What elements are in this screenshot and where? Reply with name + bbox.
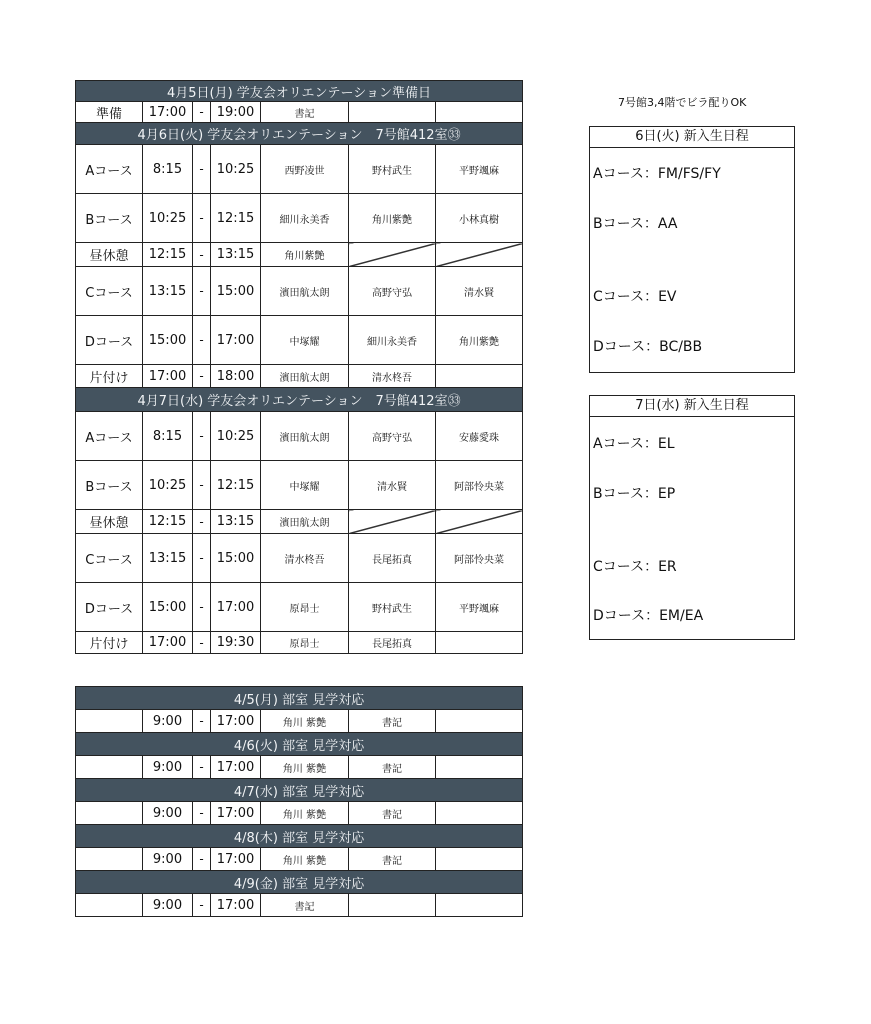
assignee-1: 濱田航太朗 [261, 365, 349, 388]
row-label: 昼休憩 [76, 510, 143, 534]
time-separator: - [193, 102, 211, 123]
schedule-row [76, 194, 523, 243]
end-time: 17:00 [211, 316, 261, 365]
assignee-2: 細川永美香 [349, 316, 436, 365]
start-time: 8:15 [143, 145, 193, 194]
start-time: 13:15 [143, 534, 193, 583]
end-time: 17:00 [211, 756, 261, 779]
end-time: 19:00 [211, 102, 261, 123]
schedule-day7-course-a: Aコース：EL [593, 436, 675, 452]
row-label: Cコース [76, 267, 143, 316]
end-time: 17:00 [211, 894, 261, 917]
start-time: 9:00 [143, 894, 193, 917]
schedule-day7-course-b: Bコース：EP [593, 486, 676, 502]
time-separator: - [193, 632, 211, 654]
time-separator: - [193, 848, 211, 871]
time-separator: - [193, 243, 211, 267]
assignee-3: 安藤愛珠 [436, 412, 523, 461]
row-label: Cコース [76, 534, 143, 583]
assignee-1: 原昂士 [261, 632, 349, 654]
assignee-3 [436, 243, 523, 267]
end-time: 12:15 [211, 461, 261, 510]
clubroom-row [76, 710, 523, 733]
day5-header [76, 81, 523, 102]
end-time: 17:00 [211, 583, 261, 632]
assignee-2: 書記 [349, 756, 436, 779]
assignee-3 [436, 632, 523, 654]
start-time: 15:00 [143, 316, 193, 365]
start-time: 12:15 [143, 243, 193, 267]
assignee-3 [436, 756, 523, 779]
assignee-2: 高野守弘 [349, 267, 436, 316]
assignee-3 [436, 365, 523, 388]
end-time: 17:00 [211, 710, 261, 733]
schedule-row [76, 102, 523, 123]
schedule-row [76, 243, 523, 267]
row-label: Dコース [76, 316, 143, 365]
assignee-1: 清水柊吾 [261, 534, 349, 583]
assignee-1: 書記 [261, 102, 349, 123]
time-separator: - [193, 365, 211, 388]
assignee-3: 角川紫艶 [436, 316, 523, 365]
assignee-2 [349, 102, 436, 123]
assignee-3: 阿部怜央菜 [436, 534, 523, 583]
clubroom-day-header [76, 687, 523, 710]
time-separator: - [193, 316, 211, 365]
clubroom-day-header-title: 4/9(金) 部室 見学対応 [76, 871, 523, 894]
assignee-1: 角川紫艶 [261, 243, 349, 267]
end-time: 15:00 [211, 534, 261, 583]
clubroom-row [76, 848, 523, 871]
clubroom-day-header-title: 4/5(月) 部室 見学対応 [76, 687, 523, 710]
assignee-1: 角川 紫艶 [261, 710, 349, 733]
start-time: 17:00 [143, 365, 193, 388]
assignee-1: 濱田航太朗 [261, 412, 349, 461]
start-time: 9:00 [143, 710, 193, 733]
assignee-3: 阿部怜央菜 [436, 461, 523, 510]
time-separator: - [193, 534, 211, 583]
orientation-schedule-table [75, 80, 523, 654]
clubroom-day-header-title: 4/7(水) 部室 見学対応 [76, 779, 523, 802]
assignee-3: 平野颯麻 [436, 145, 523, 194]
assignee-3 [436, 802, 523, 825]
start-time: 9:00 [143, 848, 193, 871]
end-time: 19:30 [211, 632, 261, 654]
schedule-day6-course-c: Cコース：EV [593, 289, 677, 305]
row-label: Dコース [76, 583, 143, 632]
row-label: 片付け [76, 365, 143, 388]
start-time: 15:00 [143, 583, 193, 632]
assignee-2: 野村武生 [349, 145, 436, 194]
clubroom-row [76, 894, 523, 917]
assignee-1: 中塚耀 [261, 461, 349, 510]
assignee-2 [349, 243, 436, 267]
schedule-day7-course-c: Cコース：ER [593, 559, 677, 575]
row-label [76, 756, 143, 779]
assignee-1: 書記 [261, 894, 349, 917]
assignee-2: 清水柊吾 [349, 365, 436, 388]
assignee-3 [436, 710, 523, 733]
schedule-row [76, 316, 523, 365]
end-time: 17:00 [211, 802, 261, 825]
end-time: 18:00 [211, 365, 261, 388]
schedule-row [76, 632, 523, 654]
assignee-3 [436, 848, 523, 871]
row-label: Aコース [76, 145, 143, 194]
clubroom-day-header [76, 733, 523, 756]
start-time: 17:00 [143, 632, 193, 654]
assignee-1: 濱田航太朗 [261, 267, 349, 316]
start-time: 13:15 [143, 267, 193, 316]
assignee-2: 書記 [349, 710, 436, 733]
start-time: 12:15 [143, 510, 193, 534]
clubroom-row [76, 802, 523, 825]
assignee-2: 野村武生 [349, 583, 436, 632]
assignee-2: 長尾拓真 [349, 534, 436, 583]
flyer-note: 7号館3,4階でビラ配りOK [618, 96, 747, 109]
start-time: 10:25 [143, 194, 193, 243]
schedule-day7-course-d: Dコース：EM/EA [593, 608, 704, 624]
schedule-row [76, 412, 523, 461]
end-time: 10:25 [211, 145, 261, 194]
start-time: 9:00 [143, 756, 193, 779]
clubroom-day-header [76, 779, 523, 802]
schedule-row [76, 267, 523, 316]
time-separator: - [193, 802, 211, 825]
end-time: 13:15 [211, 510, 261, 534]
assignee-3: 清水賢 [436, 267, 523, 316]
clubroom-day-header-title: 4/8(木) 部室 見学対応 [76, 825, 523, 848]
assignee-3 [436, 894, 523, 917]
assignee-2 [349, 894, 436, 917]
end-time: 10:25 [211, 412, 261, 461]
schedule-row [76, 461, 523, 510]
schedule-row [76, 583, 523, 632]
assignee-1: 角川 紫艶 [261, 756, 349, 779]
schedule-day6-course-d: Dコース：BC/BB [593, 339, 703, 355]
end-time: 13:15 [211, 243, 261, 267]
assignee-2: 書記 [349, 802, 436, 825]
clubroom-visit-table [75, 686, 523, 917]
schedule-day6-course-a: Aコース：FM/FS/FY [593, 166, 721, 182]
assignee-1: 細川永美香 [261, 194, 349, 243]
schedule-row [76, 365, 523, 388]
time-separator: - [193, 894, 211, 917]
row-label: 片付け [76, 632, 143, 654]
clubroom-row [76, 756, 523, 779]
time-separator: - [193, 194, 211, 243]
assignee-2: 角川紫艶 [349, 194, 436, 243]
clubroom-day-header-title: 4/6(火) 部室 見学対応 [76, 733, 523, 756]
schedule-day6-course-b: Bコース：AA [593, 216, 678, 232]
row-label [76, 802, 143, 825]
row-label [76, 894, 143, 917]
end-time: 12:15 [211, 194, 261, 243]
assignee-2 [349, 510, 436, 534]
end-time: 17:00 [211, 848, 261, 871]
assignee-3: 平野颯麻 [436, 583, 523, 632]
clubroom-day-header [76, 825, 523, 848]
start-time: 10:25 [143, 461, 193, 510]
row-label: 準備 [76, 102, 143, 123]
assignee-1: 角川 紫艶 [261, 848, 349, 871]
assignee-1: 原昂士 [261, 583, 349, 632]
row-label [76, 710, 143, 733]
day6-header-title: 4月6日(火) 学友会オリエンテーション 7号館412室㉝ [76, 123, 523, 145]
day7-header-title: 4月7日(水) 学友会オリエンテーション 7号館412室㉝ [76, 388, 523, 412]
row-label [76, 848, 143, 871]
row-label: 昼休憩 [76, 243, 143, 267]
day7-header [76, 388, 523, 412]
end-time: 15:00 [211, 267, 261, 316]
time-separator: - [193, 756, 211, 779]
start-time: 8:15 [143, 412, 193, 461]
time-separator: - [193, 267, 211, 316]
time-separator: - [193, 583, 211, 632]
assignee-1: 濱田航太朗 [261, 510, 349, 534]
time-separator: - [193, 710, 211, 733]
time-separator: - [193, 510, 211, 534]
assignee-2: 高野守弘 [349, 412, 436, 461]
assignee-2: 清水賢 [349, 461, 436, 510]
assignee-1: 角川 紫艶 [261, 802, 349, 825]
start-time: 17:00 [143, 102, 193, 123]
assignee-1: 西野凌世 [261, 145, 349, 194]
day6-header [76, 123, 523, 145]
day5-header-title: 4月5日(月) 学友会オリエンテーション準備日 [76, 81, 523, 102]
assignee-3 [436, 102, 523, 123]
schedule-day6-title: 6日(火) 新入生日程 [590, 127, 794, 148]
assignee-3: 小林真樹 [436, 194, 523, 243]
row-label: Bコース [76, 461, 143, 510]
freshman-schedule-day6 [589, 126, 795, 373]
row-label: Bコース [76, 194, 143, 243]
assignee-3 [436, 510, 523, 534]
assignee-2: 長尾拓真 [349, 632, 436, 654]
schedule-day7-title: 7日(水) 新入生日程 [590, 396, 794, 417]
assignee-1: 中塚耀 [261, 316, 349, 365]
freshman-schedule-day7 [589, 395, 795, 640]
time-separator: - [193, 412, 211, 461]
assignee-2: 書記 [349, 848, 436, 871]
time-separator: - [193, 145, 211, 194]
time-separator: - [193, 461, 211, 510]
row-label: Aコース [76, 412, 143, 461]
clubroom-day-header [76, 871, 523, 894]
schedule-row [76, 145, 523, 194]
start-time: 9:00 [143, 802, 193, 825]
schedule-row [76, 534, 523, 583]
schedule-row [76, 510, 523, 534]
